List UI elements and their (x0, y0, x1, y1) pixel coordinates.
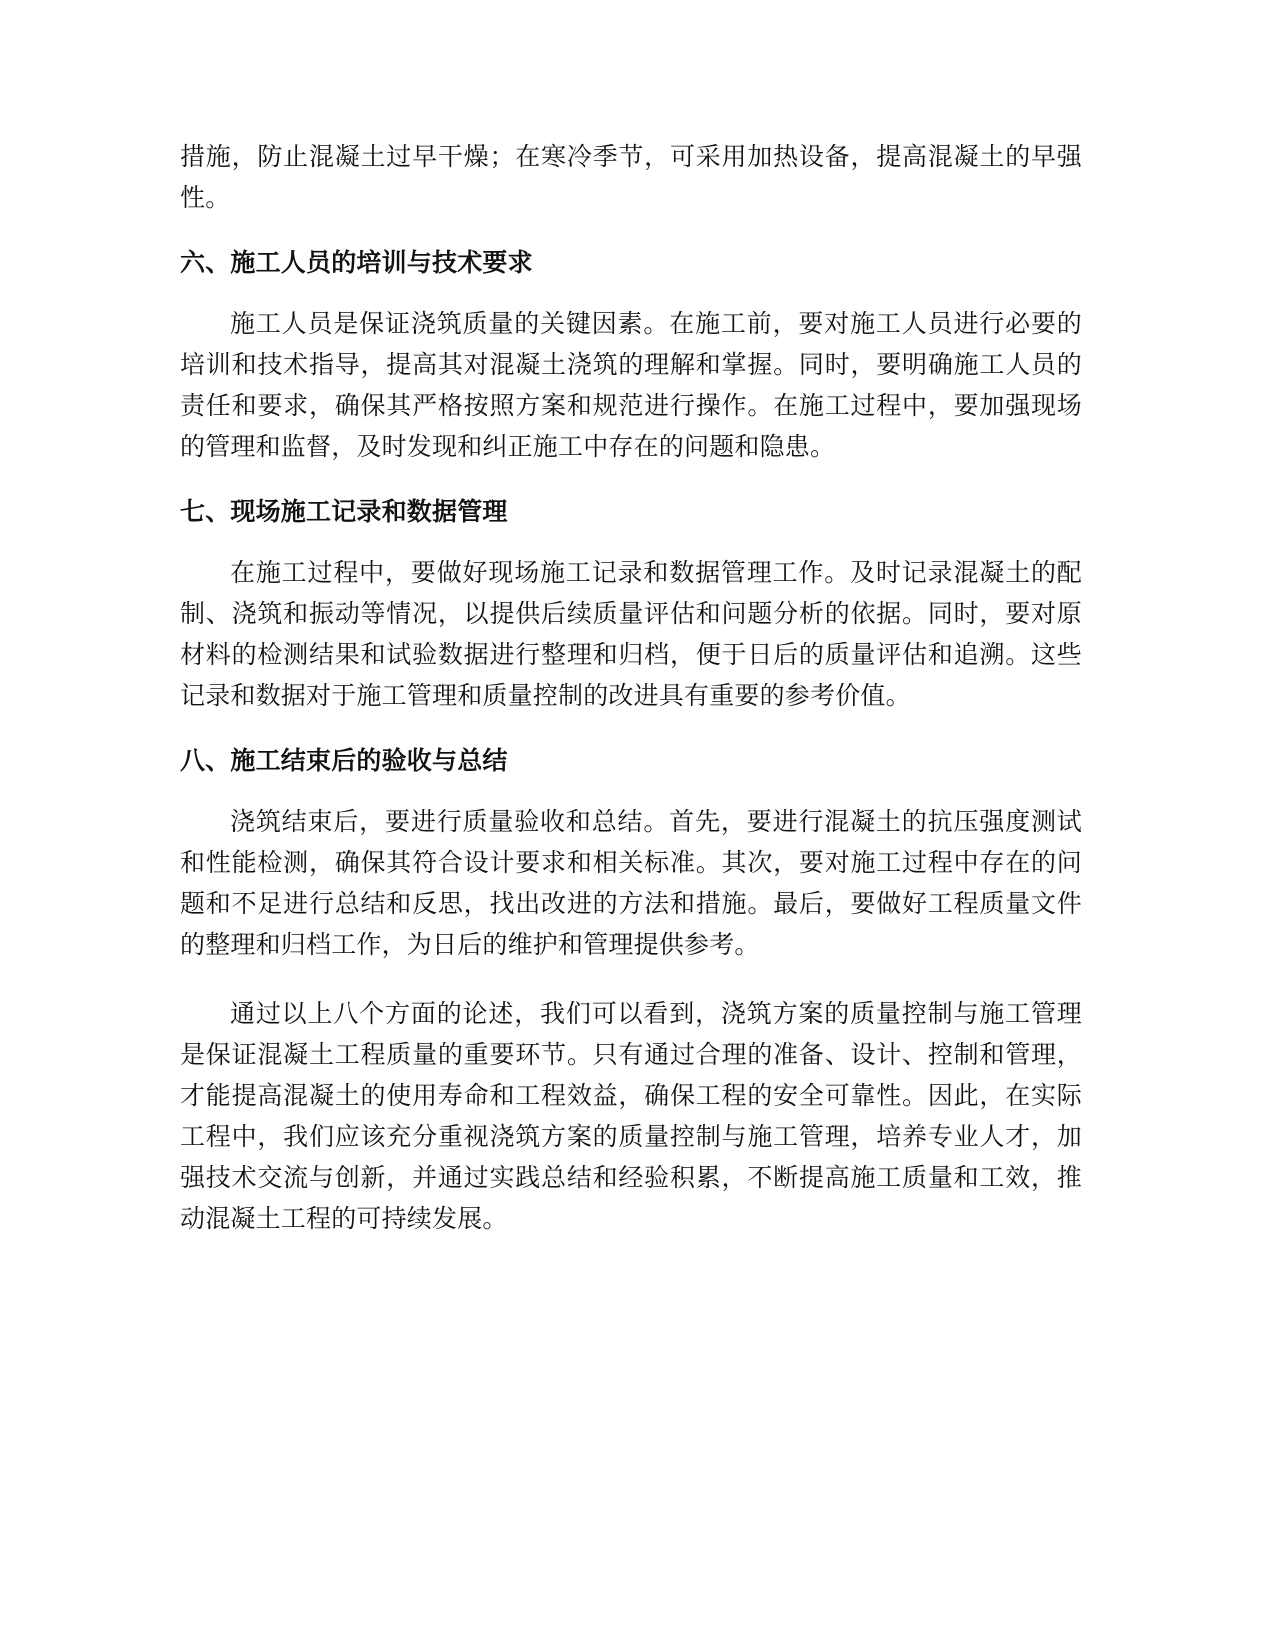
section-paragraph-7: 在施工过程中，要做好现场施工记录和数据管理工作。及时记录混凝土的配制、浇筑和振动等情况，以提供后续质量评估和问题分析的依据。同时，要对原材料的检测结果和试验数据进行整理和归档，便于日后的质量评估和追溯。这些记录和数据对于施工管理和质量控制的改进具有重要的参考价值。 (180, 558, 1082, 710)
intro-paragraph: 措施，防止混凝土过早干燥；在寒冷季节，可采用加热设备，提高混凝土的早强性。 (180, 142, 1082, 212)
section-heading-7: 七、现场施工记录和数据管理 (180, 497, 508, 526)
document-page (180, 136, 1082, 1239)
section-heading-6: 六、施工人员的培训与技术要求 (180, 248, 533, 277)
conclusion-paragraph: 通过以上八个方面的论述，我们可以看到，浇筑方案的质量控制与施工管理是保证混凝土工程质量的重要环节。只有通过合理的准备、设计、控制和管理，才能提高混凝土的使用寿命和工程效益，确保工程的安全可靠性。因此，在实际工程中，我们应该充分重视浇筑方案的质量控制与施工管理，培养专业人才，加强技术交流与创新，并通过实践总结和经验积累，不断提高施工质量和工效，推动混凝土工程的可持续发展。 (180, 999, 1082, 1233)
section-paragraph-8: 浇筑结束后，要进行质量验收和总结。首先，要进行混凝土的抗压强度测试和性能检测，确保其符合设计要求和相关标准。其次，要对施工过程中存在的问题和不足进行总结和反思，找出改进的方法和措施。最后，要做好工程质量文件的整理和归档工作，为日后的维护和管理提供参考。 (180, 807, 1082, 959)
section-heading-8: 八、施工结束后的验收与总结 (180, 746, 508, 775)
section-paragraph-6: 施工人员是保证浇筑质量的关键因素。在施工前，要对施工人员进行必要的培训和技术指导，提高其对混凝土浇筑的理解和掌握。同时，要明确施工人员的责任和要求，确保其严格按照方案和规范进行操作。在施工过程中，要加强现场的管理和监督，及时发现和纠正施工中存在的问题和隐患。 (180, 309, 1082, 461)
